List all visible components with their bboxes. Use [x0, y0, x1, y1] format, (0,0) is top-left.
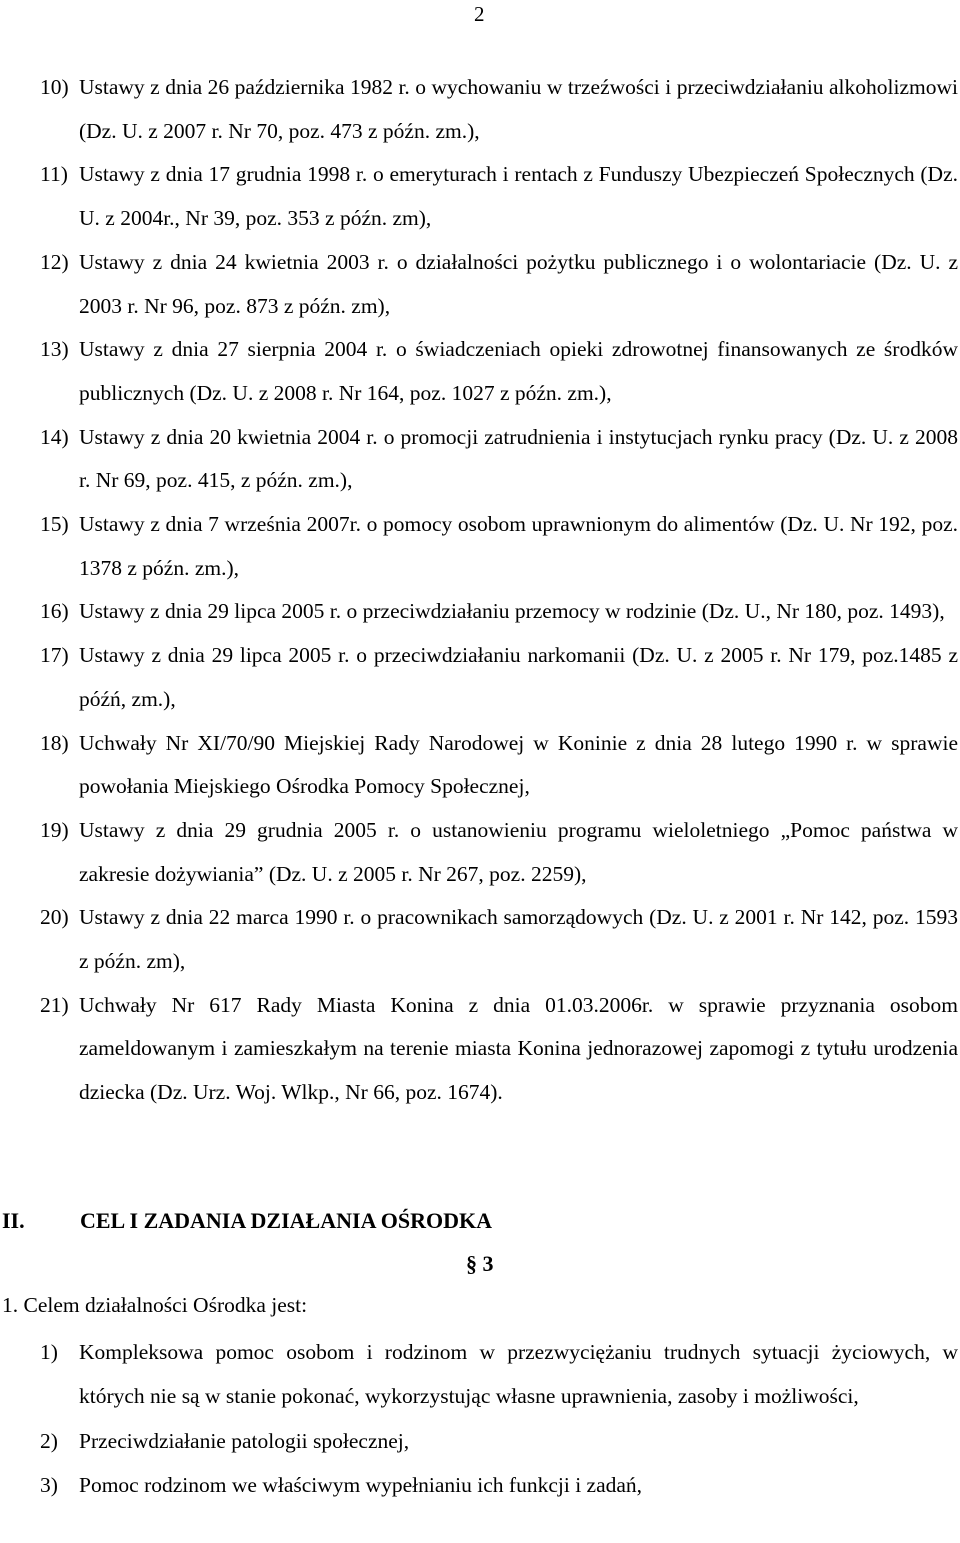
list-item	[40, 416, 958, 503]
section-number: II.	[2, 1208, 25, 1233]
page-number: 2	[474, 2, 485, 26]
list-item-text: Ustawy z dnia 17 grudnia 1998 r. o emeryturach i rentach z Funduszy Ubezpieczeń Społecznych (Dz. U. z 2004r., Nr 39, poz. 353 z późn. zm),	[79, 162, 958, 231]
list-item	[40, 590, 958, 634]
list-item	[40, 328, 958, 415]
list-item-number: 3)	[40, 1473, 58, 1498]
list-item-text: Kompleksowa pomoc osobom i rodzinom w przezwyciężaniu trudnych sytuacji życiowych, w których nie są w stanie pokonać, wykorzystując własne uprawnienia, zasoby i możliwości,	[79, 1340, 958, 1409]
list-item-number: 16)	[40, 599, 69, 624]
list-item-text: Ustawy z dnia 7 września 2007r. o pomocy osobom uprawnionym do alimentów (Dz. U. Nr 192, poz. 1378 z późn. zm.),	[79, 512, 958, 580]
list-item-text: Ustawy z dnia 20 kwietnia 2004 r. o promocji zatrudnienia i instytucjach rynku pracy (Dz. U. z 2008 r. Nr 69, poz. 415, z późn. zm.),	[79, 424, 958, 493]
list-item	[40, 1419, 958, 1463]
list-item	[40, 503, 958, 590]
list-item	[40, 241, 958, 328]
list-item-number: 13)	[40, 337, 69, 362]
list-item-text: Ustawy z dnia 27 sierpnia 2004 r. o świadczeniach opieki zdrowotnej finansowanych ze środków publicznych (Dz. U. z 2008 r. Nr 164, poz. 1027 z późn. zm.),	[79, 337, 958, 405]
list-item	[40, 722, 958, 809]
paragraph-sign: § 3	[466, 1251, 494, 1276]
list-item-number: 17)	[40, 643, 69, 668]
list-item-number: 19)	[40, 817, 69, 842]
list-item-number: 18)	[40, 730, 69, 755]
list-item	[40, 896, 958, 983]
list-item	[40, 66, 958, 153]
list-item	[40, 984, 958, 1115]
list-item-text: Przeciwdziałanie patologii społecznej,	[79, 1428, 410, 1453]
list-item-text: Ustawy z dnia 26 października 1982 r. o wychowaniu w trzeźwości i przeciwdziałaniu alkoholizmowi (Dz. U. z 2007 r. Nr 70, poz. 473 z późn. zm.),	[79, 75, 958, 143]
list-item-text: Uchwały Nr 617 Rady Miasta Konina z dnia 01.03.2006r. w sprawie przyznania osobom zameldowanym i zamieszkałym na terenie miasta Konina jednorazowej zapomogi z tytułu urodzenia dziecka (Dz. Urz. Woj. Wlkp., Nr 66, poz. 1674).	[79, 992, 958, 1105]
list-item-number: 11)	[40, 162, 68, 187]
list-item-number: 2)	[40, 1428, 58, 1453]
list-item	[40, 153, 958, 240]
list-item-number: 15)	[40, 512, 69, 537]
list-item-text: Pomoc rodzinom we właściwym wypełnianiu ich funkcji i zadań,	[79, 1473, 643, 1498]
list-item-text: Ustawy z dnia 29 lipca 2005 r. o przeciwdziałaniu przemocy w rodzinie (Dz. U., Nr 180, poz. 1493),	[79, 599, 945, 624]
list-item-text: Ustawy z dnia 22 marca 1990 r. o pracownikach samorządowych (Dz. U. z 2001 r. Nr 142, poz. 1593 z późn. zm),	[79, 905, 958, 974]
list-item-text: Ustawy z dnia 29 lipca 2005 r. o przeciwdziałaniu narkomanii (Dz. U. z 2005 r. Nr 179, poz.1485 z późń, zm.),	[79, 643, 958, 711]
list-item-text: Ustawy z dnia 24 kwietnia 2003 r. o działalności pożytku publicznego i o wolontariacie (Dz. U. z 2003 r. Nr 96, poz. 873 z późn. zm),	[79, 249, 958, 318]
list-item-text: Ustawy z dnia 29 grudnia 2005 r. o ustanowieniu programu wieloletniego „Pomoc państwa w zakresie dożywiania” (Dz. U. z 2005 r. Nr 267, poz. 2259),	[79, 817, 958, 886]
list-item-number: 10)	[40, 75, 69, 99]
list-item-text: Uchwały Nr XI/70/90 Miejskiej Rady Narodowej w Koninie z dnia 28 lutego 1990 r. w sprawie powołania Miejskiego Ośrodka Pomocy Społecznej,	[79, 730, 958, 799]
section-title: CEL I ZADANIA DZIAŁANIA OŚRODKA	[80, 1208, 492, 1233]
goals-list	[40, 1330, 958, 1508]
list-item	[40, 1463, 958, 1507]
legal-basis-list	[40, 66, 958, 1115]
list-item	[40, 634, 958, 721]
list-item	[40, 1330, 958, 1419]
paragraph-intro: 1. Celem działalności Ośrodka jest:	[2, 1293, 308, 1317]
list-item-number: 14)	[40, 424, 69, 449]
list-item-number: 1)	[40, 1340, 58, 1364]
list-item-number: 12)	[40, 249, 69, 274]
list-item	[40, 809, 958, 896]
list-item-number: 20)	[40, 905, 69, 930]
list-item-number: 21)	[40, 992, 69, 1017]
